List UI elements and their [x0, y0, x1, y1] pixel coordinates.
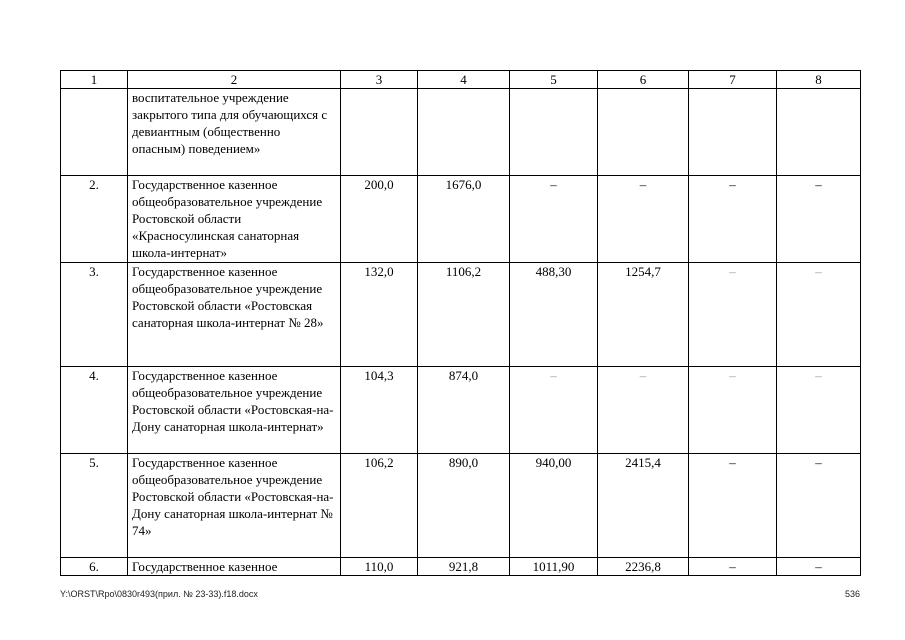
page-number: 536	[844, 589, 860, 599]
value-col-8	[777, 89, 861, 176]
value-col-7: –	[689, 176, 777, 263]
row-number: 6.	[61, 558, 128, 576]
institution-name: Государственное казенное общеобразовательное учреждение Ростовской области «Ростовская-на-Дону санаторная школа-интернат № 74»	[128, 454, 341, 558]
value-col-3: 104,3	[341, 367, 418, 454]
row-number: 3.	[61, 263, 128, 367]
value-col-7: –	[689, 367, 777, 454]
header-cell: 8	[777, 71, 861, 89]
institution-name: Государственное казенное общеобразовательное учреждение Ростовской области «Ростовская санаторная школа-интернат № 28»	[128, 263, 341, 367]
value-col-5: 940,00	[510, 454, 598, 558]
value-col-5	[510, 89, 598, 176]
value-col-6: 2236,8	[598, 558, 689, 576]
value-col-8: –	[777, 367, 861, 454]
value-col-3: 106,2	[341, 454, 418, 558]
value-col-3: 200,0	[341, 176, 418, 263]
data-table	[60, 70, 861, 576]
header-cell: 7	[689, 71, 777, 89]
table-row	[61, 454, 861, 558]
value-col-4: 921,8	[418, 558, 510, 576]
value-col-6	[598, 89, 689, 176]
table-row	[61, 263, 861, 367]
institution-name: Государственное казенное общеобразовательное учреждение Ростовской области «Красносулинская санаторная школа-интернат»	[128, 176, 341, 263]
value-col-6: –	[598, 176, 689, 263]
value-col-5: 1011,90	[510, 558, 598, 576]
value-col-4: 890,0	[418, 454, 510, 558]
value-col-7: –	[689, 558, 777, 576]
value-col-5: –	[510, 367, 598, 454]
value-col-3: 110,0	[341, 558, 418, 576]
value-col-8: –	[777, 558, 861, 576]
value-col-4	[418, 89, 510, 176]
value-col-6: 2415,4	[598, 454, 689, 558]
value-col-7	[689, 89, 777, 176]
value-col-8: –	[777, 263, 861, 367]
value-col-8: –	[777, 454, 861, 558]
file-path-footer: Y:\ORST\Rpo\0830r493(прил. № 23-33).f18.docx	[60, 589, 258, 599]
value-col-3	[341, 89, 418, 176]
header-cell: 6	[598, 71, 689, 89]
header-cell: 4	[418, 71, 510, 89]
row-number: 2.	[61, 176, 128, 263]
value-col-5: –	[510, 176, 598, 263]
table-row	[61, 89, 861, 176]
value-col-5: 488,30	[510, 263, 598, 367]
value-col-7: –	[689, 263, 777, 367]
table-row	[61, 558, 861, 576]
header-cell: 3	[341, 71, 418, 89]
value-col-3: 132,0	[341, 263, 418, 367]
institution-name: Государственное казенное общеобразовательное учреждение Ростовской области «Ростовская-на-Дону санаторная школа-интернат»	[128, 367, 341, 454]
row-number: 4.	[61, 367, 128, 454]
value-col-8: –	[777, 176, 861, 263]
table-row	[61, 176, 861, 263]
value-col-6: 1254,7	[598, 263, 689, 367]
value-col-7: –	[689, 454, 777, 558]
header-cell: 1	[61, 71, 128, 89]
value-col-4: 874,0	[418, 367, 510, 454]
header-cell: 5	[510, 71, 598, 89]
value-col-4: 1676,0	[418, 176, 510, 263]
value-col-4: 1106,2	[418, 263, 510, 367]
institution-name: Государственное казенное	[128, 558, 341, 576]
header-cell: 2	[128, 71, 341, 89]
row-number	[61, 89, 128, 176]
row-number: 5.	[61, 454, 128, 558]
value-col-6: –	[598, 367, 689, 454]
institution-name: воспитательное учреждение закрытого типа для обучающихся с девиантным (общественно опасным) поведением»	[128, 89, 341, 176]
table-row	[61, 367, 861, 454]
column-number-row	[61, 71, 861, 89]
